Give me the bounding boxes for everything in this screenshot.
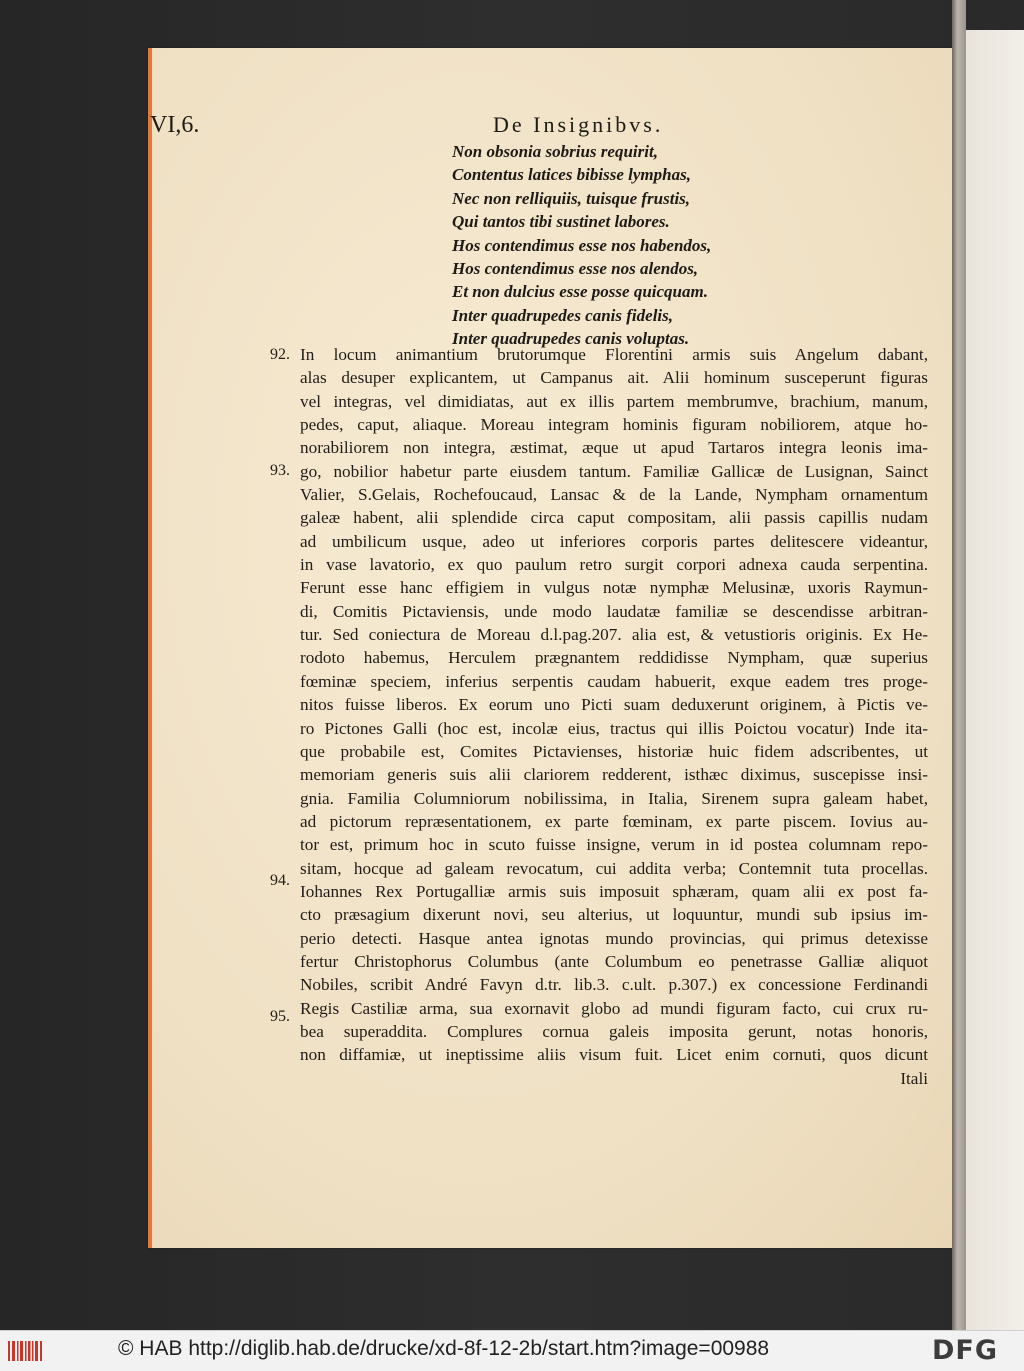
verse-line: Nec non relliquiis, tuisque frustis,: [452, 188, 691, 208]
verse-line: Inter quadrupedes canis voluptas.: [452, 329, 690, 349]
verse-block: [452, 140, 932, 351]
dfg-logo: DFG: [932, 1335, 999, 1366]
prose-line: go, nobilior habetur parte eiusdem tantum. Familiæ Gallicæ de Lusignan, Sainct: [300, 461, 928, 481]
prose-line: non diffamiæ, ut ineptissime aliis visum fuit. Licet enim cornuti, quos dicunt: [300, 1045, 928, 1065]
prose-line: In locum animantium brutorumque Florentini armis suis Angelum dabant,: [300, 345, 928, 364]
prose-line: in vase lavatorio, ex quo paulum retro surgit corpori adnexa cauda serpentina.: [300, 555, 928, 575]
running-title: De Insignibvs.: [493, 112, 664, 137]
verse-line: Inter quadrupedes canis fidelis,: [452, 305, 674, 325]
viewer-footer: [0, 1330, 1024, 1371]
prose-line: rodoto habemus, Herculem prægnantem reddidisse Nympham, quæ superius: [300, 648, 928, 668]
prose-line: norabiliorem non integra, æstimat, æque ut apud Tartaros integra leonis ima-: [300, 438, 928, 458]
prose-line: fœminæ speciem, inferius serpentis caudam habuerit, exque eadem tres proge-: [300, 671, 928, 691]
page-number: VI,6.: [150, 112, 200, 138]
barcode-icon: [6, 1338, 44, 1364]
prose-line: que probabile est, Comites Pictavienses, historiæ huic fidem adscribentes, ut: [300, 741, 928, 761]
prose-line: Regis Castiliæ arma, sua exornavit globo ad mundi figuram facto, cui crux ru-: [300, 998, 928, 1018]
section-number-94: 94.: [270, 872, 290, 889]
section-number-93: 93.: [270, 462, 290, 479]
prose-line: di, Comitis Pictaviensis, unde modo laudatæ familiæ se descendisse arbitran-: [300, 601, 928, 621]
prose-line: gnia. Familia Columniorum nobilissima, in Italia, Sirenem supra galeam habet,: [300, 788, 928, 808]
prose-line: fertur Christophorus Columbus (ante Columbum eo penetrasse Galliæ aliquot: [300, 951, 928, 971]
prose-line: cto præsagium dixerunt novi, seu alterius, ut loquuntur, mundi sub ipsius im-: [300, 905, 928, 925]
section-number-95: 95.: [270, 1008, 290, 1025]
prose-line: Ferunt esse hanc effigiem in vulgus notæ nymphæ Melusinæ, uxoris Raymun-: [300, 578, 928, 598]
prose-line: memoriam generis suis alii clariorem redderent, isthæc diximus, suscepisse insi-: [300, 765, 928, 785]
prose-line: vel integras, vel dimidiatas, aut ex illis partem membrumve, brachium, manum,: [300, 391, 928, 411]
verse-line: Non obsonia sobrius requirit,: [452, 142, 658, 161]
prose-line: ad pictorum repræsentationem, ex parte fœminam, ex parte piscem. Iovius au-: [300, 811, 928, 831]
prose-line: alas desuper explicantem, ut Campanus ait. Alii hominum susceperunt figuras: [300, 368, 928, 388]
verse-line: Qui tantos tibi sustinet labores.: [452, 212, 670, 232]
prose-line: tur. Sed coniectura de Moreau d.l.pag.207. alia est, & vetustioris originis. Ex He-: [300, 625, 928, 645]
prose-line: sitam, hocque ad galeam revocatum, cui addita verba; Contemnit tuta procellas.: [300, 858, 928, 878]
prose-block: [300, 343, 928, 1090]
catchword: Itali: [900, 1068, 928, 1088]
verse-line: Et non dulcius esse posse quicquam.: [452, 282, 708, 302]
adjacent-page: [966, 30, 1024, 1330]
prose-line: galeæ habent, alii splendide circa caput compositam, alii passis capillis nudam: [300, 508, 928, 528]
prose-line: Valier, S.Gelais, Rochefoucaud, Lansac & de la Lande, Nympham ornamentum: [300, 485, 928, 505]
prose-line: ro Pictones Galli (hoc est, incolæ eius, tractus qui illis Poictou vocatur) Inde ita-: [300, 718, 928, 738]
prose-line: bea superaddita. Complures cornua galeis imposita gerunt, notas honoris,: [300, 1021, 928, 1041]
verse-line: Hos contendimus esse nos habendos,: [452, 235, 712, 255]
verse-line: Contentus latices bibisse lymphas,: [452, 165, 691, 185]
prose-line: perio detecti. Hasque antea ignotas mundo provincias, qui primus detexisse: [300, 928, 928, 948]
verse-line: Hos contendimus esse nos alendos,: [452, 259, 699, 279]
page-edge: [148, 48, 152, 1248]
prose-line: Nobiles, scribit André Favyn d.tr. lib.3. c.ult. p.307.) ex concessione Ferdinandi: [300, 975, 928, 995]
section-number-92: 92.: [270, 346, 290, 363]
prose-line: pedes, caput, aliaque. Moreau integram hominis figuram nobiliorem, atque ho-: [300, 415, 928, 435]
prose-line: Iohannes Rex Portugalliæ armis suis imposuit sphæram, quam alii ex post fa-: [300, 881, 928, 901]
book-gutter: [952, 0, 966, 1330]
copyright-link[interactable]: © HAB http://diglib.hab.de/drucke/xd-8f-12-2b/start.htm?image=00988: [118, 1337, 770, 1360]
prose-line: nitos fuisse liberos. Ex eorum uno Picti suam deduxerunt originem, à Pictis ve-: [300, 695, 928, 715]
prose-line: tor est, primum hoc in scuto fuisse insigne, verum in id postea columnam repo-: [300, 835, 928, 855]
prose-line: ad umbilicum usque, adeo ut inferiores corporis partes delitescere videantur,: [300, 531, 928, 551]
